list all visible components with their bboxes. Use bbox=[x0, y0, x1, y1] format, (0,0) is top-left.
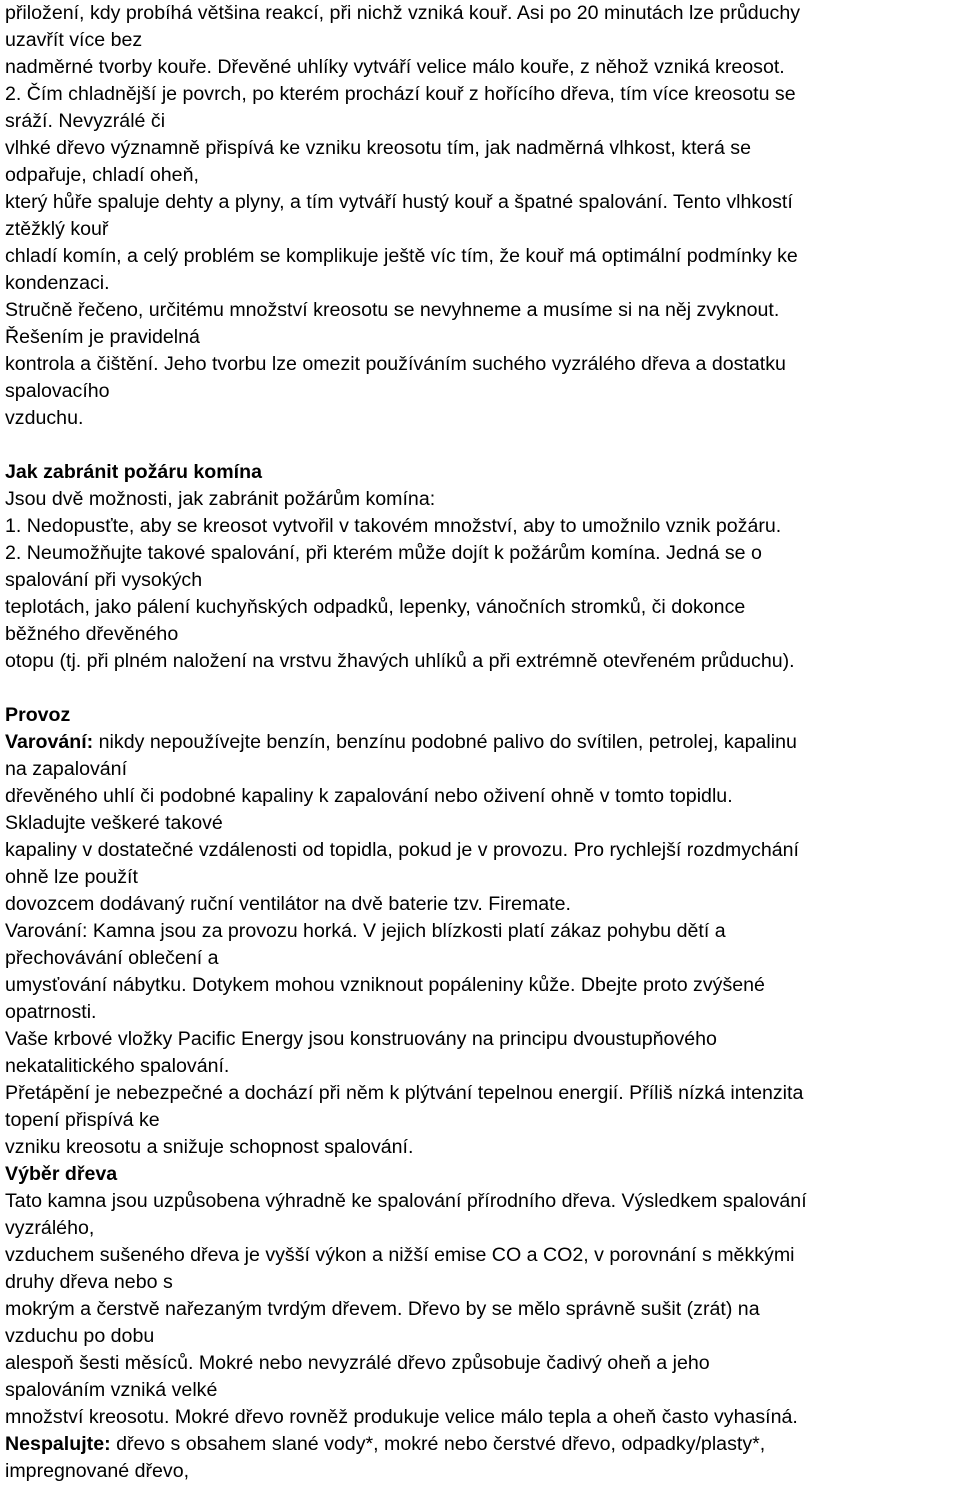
text-line: Jsou dvě možnosti, jak zabránit požárům komína: bbox=[5, 488, 436, 510]
text-line: kontrola a čištění. Jeho tvorbu lze omezit používáním suchého vyzrálého dřeva a dostatku bbox=[5, 353, 786, 375]
text-line: běžného dřevěného bbox=[5, 623, 179, 645]
do-not-burn-label: Nespalujte: bbox=[5, 1433, 111, 1455]
text-line: nekatalitického spalování. bbox=[5, 1055, 230, 1077]
text-line: uzavřít více bez bbox=[5, 29, 143, 51]
text-line: spalováním vzniká velké bbox=[5, 1379, 218, 1401]
text-line: otopu (tj. při plném naložení na vrstvu žhavých uhlíků a při extrémně otevřeném průduchu). bbox=[5, 650, 795, 672]
text-line: Varování: Kamna jsou za provozu horká. V jejich blízkosti platí zákaz pohybu dětí a bbox=[5, 920, 726, 942]
do-not-burn-text: dřevo s obsahem slané vody*, mokré nebo čerstvé dřevo, odpadky/plasty*, bbox=[110, 1433, 766, 1455]
text-line: 1. Nedopusťte, aby se kreosot vytvořil v takovém množství, aby to umožnilo vznik požáru. bbox=[5, 515, 782, 537]
text-line: množství kreosotu. Mokré dřevo rovněž produkuje velice málo tepla a oheň často vyhasíná. bbox=[5, 1406, 798, 1428]
text-line: sráží. Nevyzrálé či bbox=[5, 110, 166, 132]
text-line: druhy dřeva nebo s bbox=[5, 1271, 173, 1293]
operation-section bbox=[5, 702, 960, 1161]
text-line: který hůře spaluje dehty a plyny, a tím vytváří hustý kouř a špatné spalování. Tento vlhkostí bbox=[5, 191, 793, 213]
text-line: opatrnosti. bbox=[5, 1001, 97, 1023]
text-line: Tato kamna jsou uzpůsobena výhradně ke spalování přírodního dřeva. Výsledkem spalování bbox=[5, 1190, 807, 1212]
text-line: topení přispívá ke bbox=[5, 1109, 160, 1131]
warning-text: nikdy nepoužívejte benzín, benzínu podobné palivo do svítilen, petrolej, kapalinu bbox=[93, 731, 797, 753]
text-line: vzduchu po dobu bbox=[5, 1325, 155, 1347]
section-heading: Provoz bbox=[5, 704, 71, 726]
text-line: impregnované dřevo, bbox=[5, 1460, 190, 1482]
text-line: na zapalování bbox=[5, 758, 128, 780]
text-line: vzduchu. bbox=[5, 407, 84, 429]
text-line: teplotách, jako pálení kuchyňských odpadků, lepenky, vánočních stromků, či dokonce bbox=[5, 596, 746, 618]
text-line: ohně lze použít bbox=[5, 866, 138, 888]
text-line: mokrým a čerstvě nařezaným tvrdým dřevem. Dřevo by se mělo správně sušit (zrát) na bbox=[5, 1298, 760, 1320]
warning-label: Varování: bbox=[5, 731, 94, 753]
text-line: kondenzaci. bbox=[5, 272, 110, 294]
text-line: kapaliny v dostatečné vzdálenosti od topidla, pokud je v provozu. Pro rychlejší rozdmychání bbox=[5, 839, 799, 861]
chimney-fire-section bbox=[5, 459, 960, 675]
text-line: Stručně řečeno, určitému množství kreosotu se nevyhneme a musíme si na něj zvyknout. bbox=[5, 299, 780, 321]
wood-selection-section bbox=[5, 1161, 960, 1485]
kreosot-paragraph bbox=[5, 0, 960, 432]
text-line: 2. Neumožňujte takové spalování, při kterém může dojít k požárům komína. Jedná se o bbox=[5, 542, 762, 564]
text-line: vlhké dřevo významně přispívá ke vzniku kreosotu tím, jak nadměrná vlhkost, která se bbox=[5, 137, 751, 159]
text-line: Přetápění je nebezpečné a dochází při něm k plýtvání tepelnou energií. Příliš nízká intenzita bbox=[5, 1082, 804, 1104]
text-line: přechovávání oblečení a bbox=[5, 947, 219, 969]
text-line: dovozcem dodávaný ruční ventilátor na dvě baterie tzv. Firemate. bbox=[5, 893, 571, 915]
text-line: umysťování nábytku. Dotykem mohou vzniknout popáleniny kůže. Dbejte proto zvýšené bbox=[5, 974, 765, 996]
text-line: 2. Čím chladnější je povrch, po kterém prochází kouř z hořícího dřeva, tím více kreosotu se bbox=[5, 83, 796, 105]
text-line: spalování při vysokých bbox=[5, 569, 203, 591]
text-line: vzduchem sušeného dřeva je vyšší výkon a nižší emise CO a CO2, v porovnání s měkkými bbox=[5, 1244, 795, 1266]
text-line: chladí komín, a celý problém se komplikuje ještě víc tím, že kouř má optimální podmínky ke bbox=[5, 245, 798, 267]
text-line: vyzrálého, bbox=[5, 1217, 95, 1239]
text-line: vzniku kreosotu a snižuje schopnost spalování. bbox=[5, 1136, 414, 1158]
text-line: spalovacího bbox=[5, 380, 110, 402]
text-line: Skladujte veškeré takové bbox=[5, 812, 223, 834]
warning-line bbox=[5, 729, 960, 756]
text-line: nadměrné tvorby kouře. Dřevěné uhlíky vytváří velice málo kouře, z něhož vzniká kreosot. bbox=[5, 56, 785, 78]
text-line: dřevěného uhlí či podobné kapaliny k zapalování nebo oživení ohně v tomto topidlu. bbox=[5, 785, 733, 807]
text-line: ztěžklý kouř bbox=[5, 218, 109, 240]
text-line: alespoň šesti měsíců. Mokré nebo nevyzrálé dřevo způsobuje čadivý oheň a jeho bbox=[5, 1352, 710, 1374]
paragraph-spacer bbox=[5, 432, 960, 459]
do-not-burn-line bbox=[5, 1431, 960, 1458]
text-line: přiložení, kdy probíhá většina reakcí, při nichž vzniká kouř. Asi po 20 minutách lze průduchy bbox=[5, 2, 801, 24]
document-page bbox=[5, 0, 960, 1485]
text-line: Řešením je pravidelná bbox=[5, 326, 200, 348]
section-heading: Jak zabránit požáru komína bbox=[5, 461, 262, 483]
section-heading: Výběr dřeva bbox=[5, 1163, 118, 1185]
text-line: odpařuje, chladí oheň, bbox=[5, 164, 199, 186]
paragraph-spacer bbox=[5, 675, 960, 702]
text-line: Vaše krbové vložky Pacific Energy jsou konstruovány na principu dvoustupňového bbox=[5, 1028, 717, 1050]
